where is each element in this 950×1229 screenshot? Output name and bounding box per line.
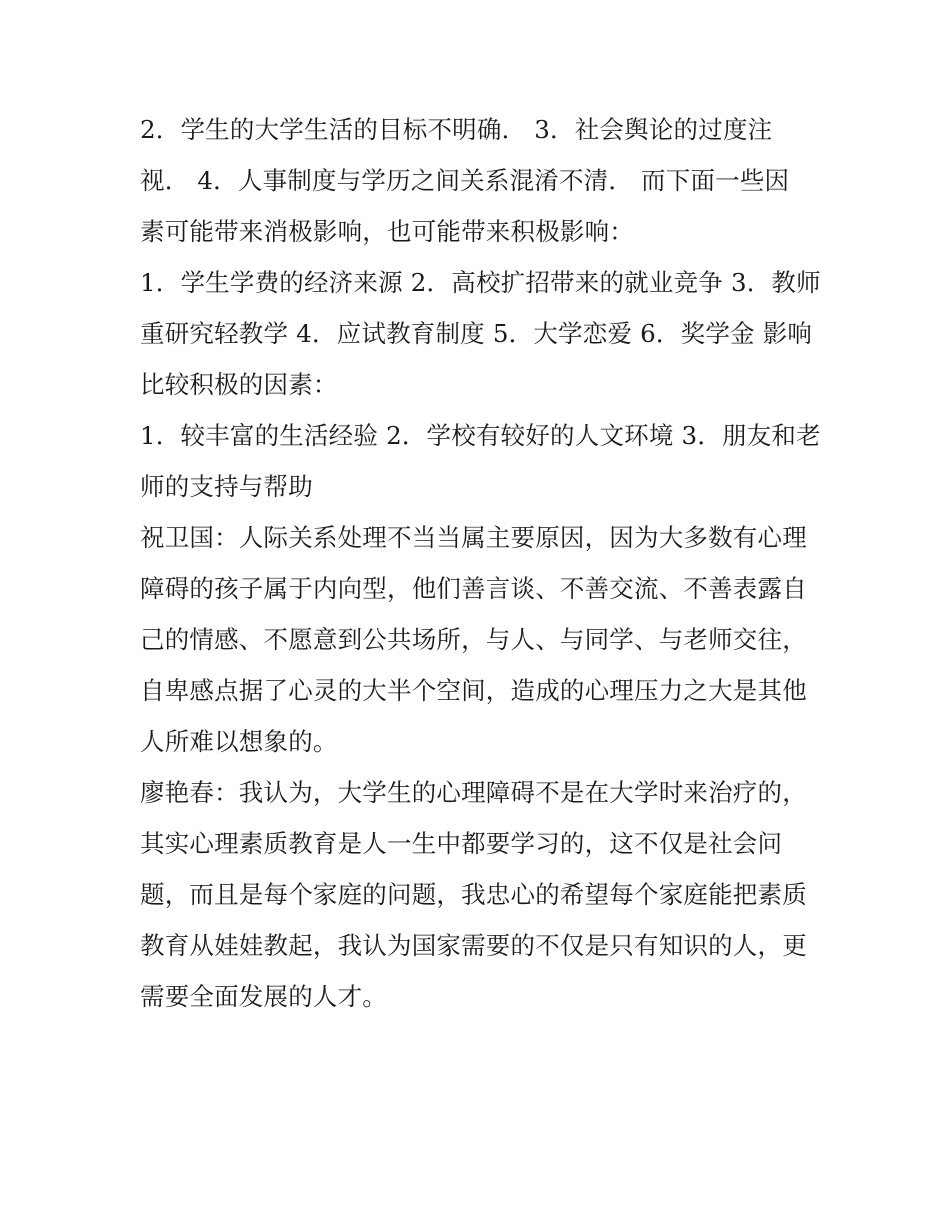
- text-line: 自卑感点据了心灵的大半个空间，造成的心理压力之大是其他: [140, 676, 807, 705]
- text-line: 祝卫国：人际关系处理不当当属主要原因，因为大多数有心理: [140, 523, 807, 552]
- text-line: 其实心理素质教育是人一生中都要学习的，这不仅是社会问: [140, 829, 783, 858]
- text-line: 己的情感、不愿意到公共场所，与人、与同学、与老师交往，: [140, 625, 807, 654]
- text-line: 比较积极的因素：: [140, 370, 338, 399]
- document-body: [140, 104, 820, 1022]
- text-line: 素可能带来消极影响，也可能带来积极影响：: [140, 217, 634, 246]
- text-line: 题，而且是每个家庭的问题，我忠心的希望每个家庭能把素质: [140, 880, 807, 909]
- text-line: 重研究轻教学 4．应试教育制度 5．大学恋爱 6．奖学金 影响: [140, 319, 813, 348]
- text-line: 师的支持与帮助: [140, 472, 313, 501]
- text-line: 需要全面发展的人才。: [140, 982, 387, 1011]
- text-line: 视． 4．人事制度与学历之间关系混淆不清． 而下面一些因: [140, 166, 790, 195]
- text-line: 1．学生学费的经济来源 2．高校扩招带来的就业竞争 3．教师: [140, 268, 821, 297]
- text-line: 人所难以想象的。: [140, 727, 338, 756]
- text-line: 2．学生的大学生活的目标不明确． 3．社会舆论的过度注: [140, 115, 773, 144]
- text-line: 1．较丰富的生活经验 2．学校有较好的人文环境 3．朋友和老: [140, 421, 821, 450]
- text-line: 廖艳春：我认为，大学生的心理障碍不是在大学时来治疗的，: [140, 778, 807, 807]
- text-line: 教育从娃娃教起，我认为国家需要的不仅是只有知识的人，更: [140, 931, 807, 960]
- text-line: 障碍的孩子属于内向型，他们善言谈、不善交流、不善表露自: [140, 574, 807, 603]
